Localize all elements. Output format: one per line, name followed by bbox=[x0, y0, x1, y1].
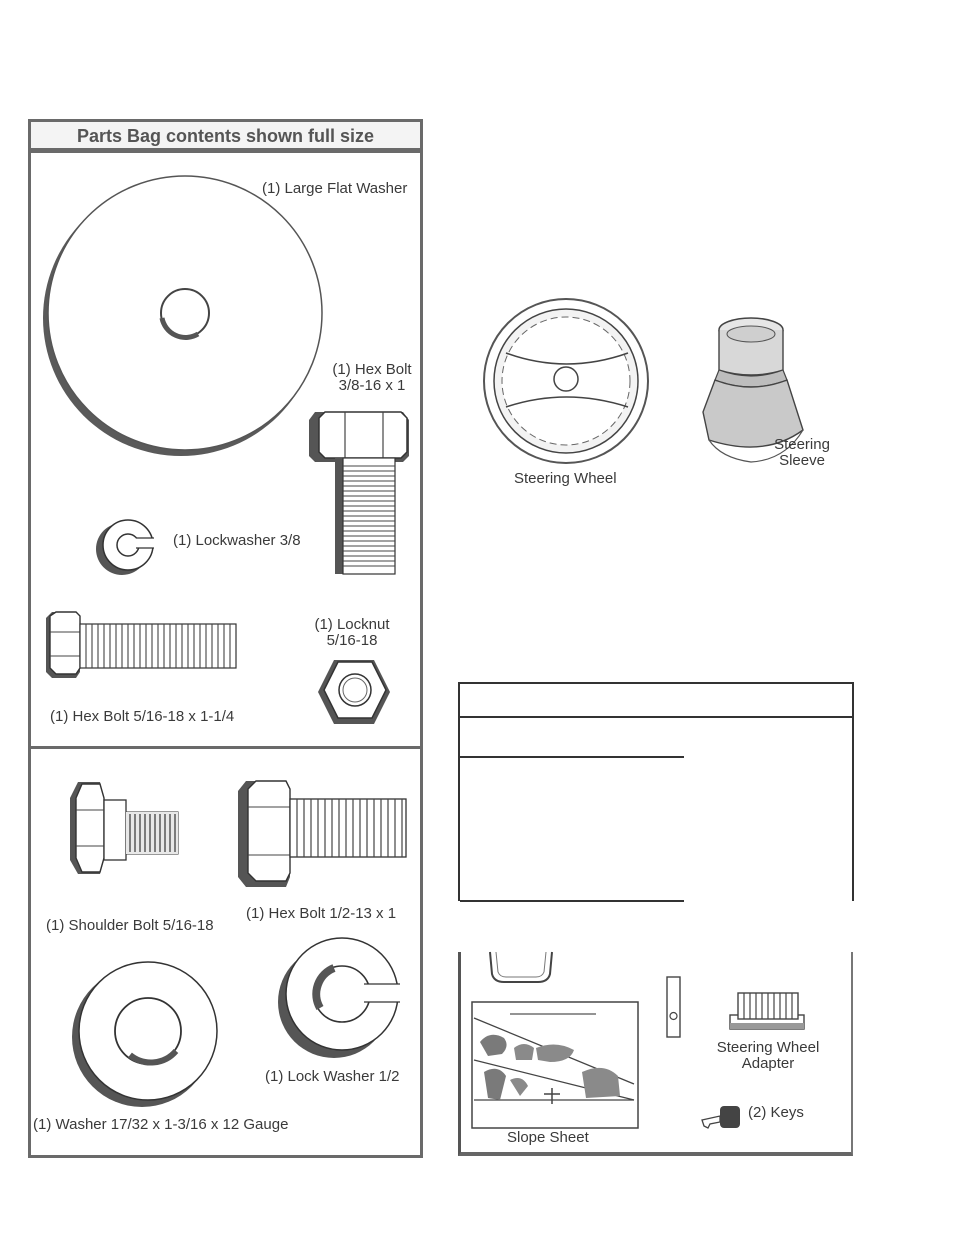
hex-bolt-38-label-line2: 3/8-16 x 1 bbox=[338, 377, 406, 394]
hex-bolt-12-label: (1) Hex Bolt 1/2-13 x 1 bbox=[246, 905, 397, 922]
lockwasher-38-drawing bbox=[92, 513, 162, 583]
steering-sleeve-label-line1: Steering bbox=[774, 436, 830, 453]
slope-sheet-drawing bbox=[470, 1000, 640, 1130]
locknut-label-line2: 5/16-18 bbox=[326, 632, 378, 649]
steering-wheel-adapter-label-line2: Adapter bbox=[741, 1055, 795, 1072]
locknut-label-line1: (1) Locknut bbox=[314, 616, 390, 633]
steering-wheel-adapter-drawing bbox=[726, 987, 812, 1037]
steering-wheel-adapter-label bbox=[702, 1040, 834, 1072]
steering-wheel-drawing bbox=[478, 295, 648, 470]
lock-washer-12-drawing bbox=[276, 932, 406, 1062]
steering-wheel-label: Steering Wheel bbox=[514, 470, 617, 487]
hex-bolt-12-drawing bbox=[234, 777, 414, 889]
locknut-drawing bbox=[314, 656, 394, 728]
hex-bolt-516-drawing bbox=[42, 610, 242, 680]
strap-drawing bbox=[664, 975, 684, 1041]
hex-bolt-38-label-line1: (1) Hex Bolt bbox=[332, 361, 412, 378]
hex-bolt-516-label: (1) Hex Bolt 5/16-18 x 1-1/4 bbox=[50, 708, 235, 725]
large-flat-washer-drawing bbox=[38, 172, 338, 462]
blank-table bbox=[458, 682, 854, 901]
lockwasher-38-label: (1) Lockwasher 3/8 bbox=[173, 532, 301, 549]
large-flat-washer-label: (1) Large Flat Washer bbox=[262, 180, 408, 197]
washer-label: (1) Washer 17/32 x 1-3/16 x 12 Gauge bbox=[33, 1116, 289, 1133]
locknut-label bbox=[300, 617, 404, 649]
blank-table-bottom-rule bbox=[460, 900, 684, 902]
washer-drawing bbox=[68, 955, 228, 1115]
parts-bag-header: Parts Bag contents shown full size bbox=[28, 119, 423, 152]
keys-label: (2) Keys bbox=[748, 1104, 804, 1121]
hex-bolt-38-label bbox=[322, 362, 422, 394]
lock-washer-12-label: (1) Lock Washer 1/2 bbox=[265, 1068, 400, 1085]
slope-sheet-label: Slope Sheet bbox=[507, 1129, 589, 1146]
shoulder-bolt-drawing bbox=[66, 778, 216, 878]
blank-table-row-rule bbox=[460, 756, 684, 758]
hex-bolt-38-drawing bbox=[305, 408, 415, 578]
u-bracket-drawing bbox=[486, 950, 556, 990]
steering-sleeve-label-line2: Sleeve bbox=[779, 452, 825, 469]
key-icon bbox=[700, 1104, 744, 1132]
blank-table-header-rule bbox=[460, 716, 854, 718]
shoulder-bolt-label: (1) Shoulder Bolt 5/16-18 bbox=[46, 917, 214, 934]
steering-sleeve-label bbox=[760, 437, 844, 469]
steering-wheel-adapter-label-line1: Steering Wheel bbox=[716, 1039, 820, 1056]
